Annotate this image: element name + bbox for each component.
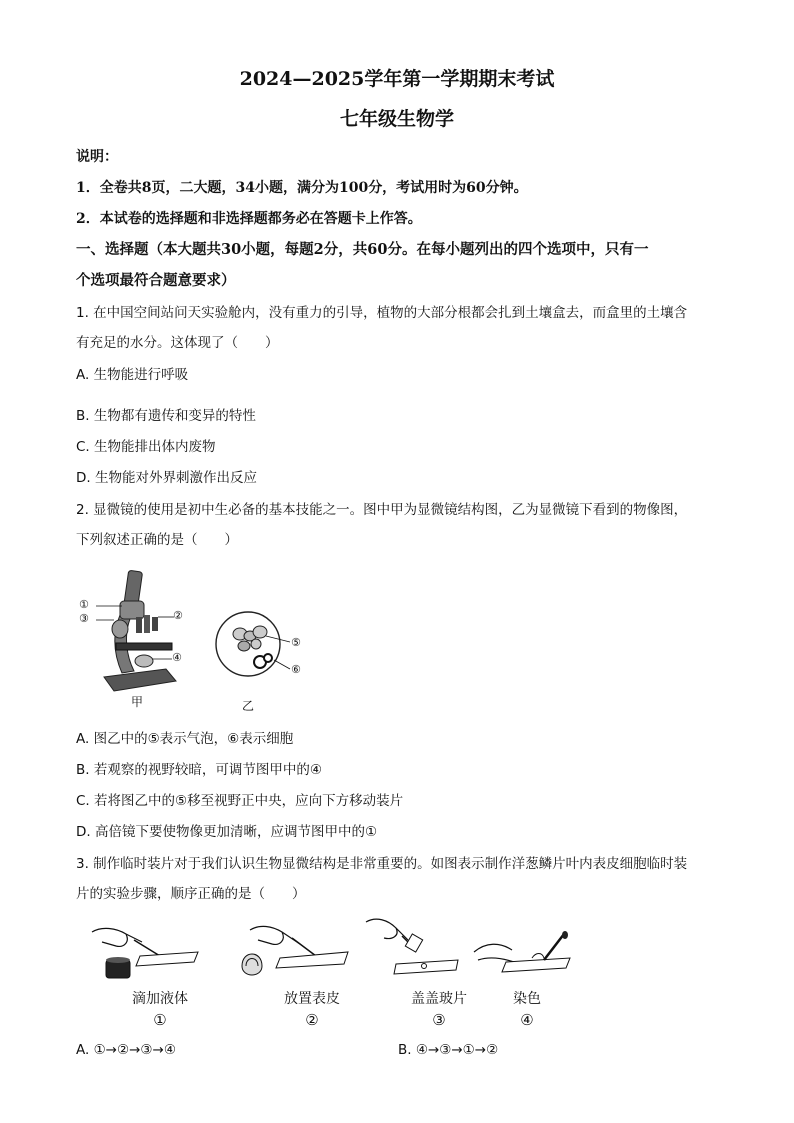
step-4-label: 染色	[513, 991, 541, 1007]
marker-1: ①	[79, 598, 89, 611]
marker-3: ③	[79, 612, 89, 625]
question-2-option-d: D. 高倍镜下要使物像更加清晰，应调节图甲中的①	[76, 824, 378, 840]
question-3-option-a: A. ①→②→③→④	[76, 1042, 176, 1058]
instruction-item: 2．本试卷的选择题和非选择题都务必在答题卡上作答。	[76, 211, 422, 227]
figure-label-yi: 乙	[242, 699, 255, 713]
question-3-stem-cont: 片的实验步骤，顺序正确的是（ ）	[76, 886, 306, 902]
question-2-option-b: B. 若观察的视野较暗，可调节图甲中的④	[76, 762, 322, 778]
step-3-label: 盖盖玻片	[411, 991, 467, 1007]
step-2-illustration	[236, 920, 356, 980]
question-1-stem-cont: 有充足的水分。这体现了（ ）	[76, 335, 279, 351]
question-1-option-d: D. 生物能对外界刺激作出反应	[76, 470, 257, 486]
marker-5: ⑤	[291, 636, 301, 649]
marker-4: ④	[172, 651, 182, 664]
question-2-option-c: C. 若将图乙中的⑤移至视野正中央，应向下方移动装片	[76, 793, 404, 809]
step-3-illustration	[362, 916, 472, 980]
step-3-number: ③	[432, 1011, 446, 1029]
section-heading: 一、选择题（本大题共30小题，每题2分，共60分。在每小题列出的四个选项中，只有一	[76, 241, 649, 258]
question-1-stem: 1. 在中国空间站问天实验舱内，没有重力的引导，植物的大部分根都会扎到土壤盒去，而盒里的土壤含	[76, 305, 688, 321]
exam-subtitle: 七年级生物学	[339, 108, 454, 130]
question-1-option-c: C. 生物能排出体内废物	[76, 439, 216, 455]
question-3-stem: 3. 制作临时装片对于我们认识生物显微结构是非常重要的。如图表示制作洋葱鳞片叶内表皮细胞临时装	[76, 856, 688, 872]
question-2-option-a: A. 图乙中的⑤表示气泡，⑥表示细胞	[76, 731, 294, 747]
instruction-item: 1．全卷共8页，二大题，34小题，满分为100分，考试用时为60分钟。	[76, 180, 528, 196]
step-4-illustration	[472, 932, 582, 982]
exam-title: 2024—2025学年第一学期期末考试	[239, 68, 555, 90]
step-1-illustration	[90, 920, 210, 980]
figure-label-jia: 甲	[131, 695, 144, 709]
marker-6: ⑥	[291, 663, 301, 676]
step-1-number: ①	[153, 1011, 167, 1029]
marker-2: ②	[173, 609, 183, 622]
microscope-figure	[76, 565, 196, 700]
instructions-heading: 说明：	[76, 149, 118, 165]
step-2-number: ②	[305, 1011, 319, 1029]
step-2-label: 放置表皮	[284, 991, 340, 1007]
step-4-number: ④	[520, 1011, 534, 1029]
question-3-option-b: B. ④→③→①→②	[398, 1042, 499, 1058]
step-1-label: 滴加液体	[132, 991, 188, 1007]
question-1-option-a: A. 生物能进行呼吸	[76, 367, 189, 383]
question-1-option-b: B. 生物都有遗传和变异的特性	[76, 408, 256, 424]
question-2-stem-cont: 下列叙述正确的是（ ）	[76, 532, 238, 548]
section-heading-cont: 个选项最符合题意要求）	[76, 272, 236, 289]
question-2-stem: 2. 显微镜的使用是初中生必备的基本技能之一。图中甲为显微镜结构图，乙为显微镜下看到的物像图，	[76, 502, 688, 518]
